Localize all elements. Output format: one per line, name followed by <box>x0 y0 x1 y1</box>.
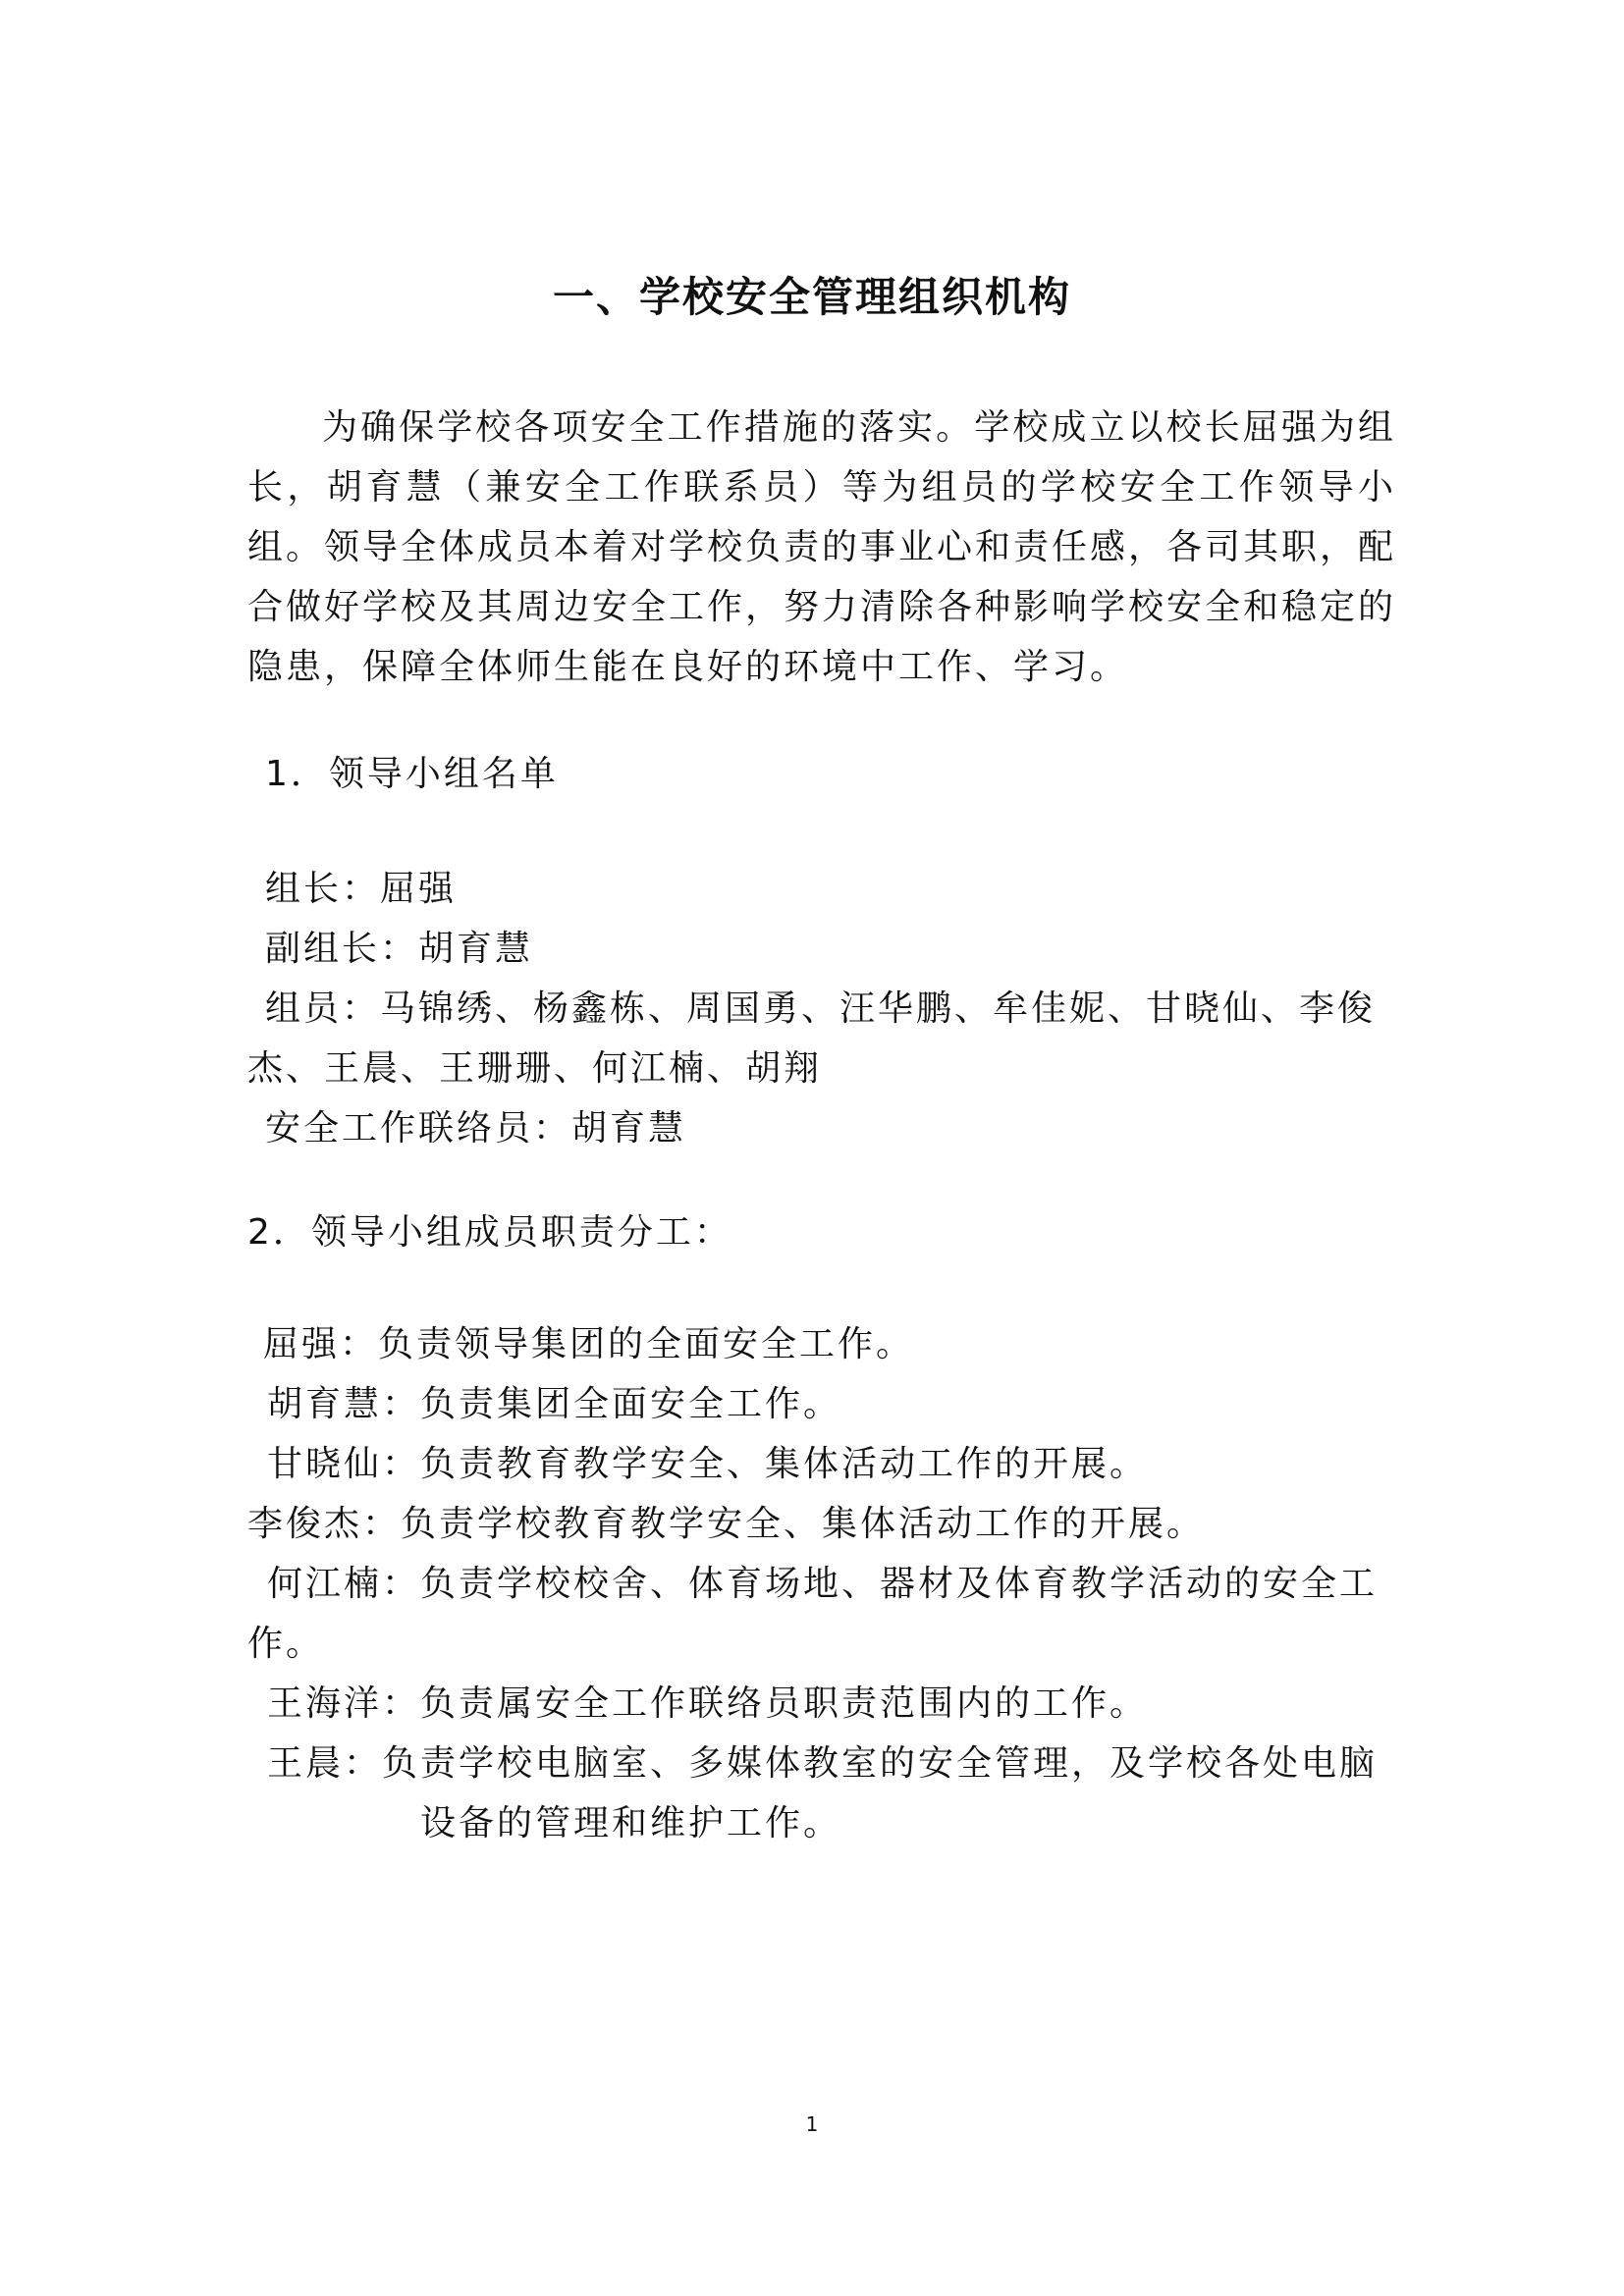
section-1-heading: 1．领导小组名单 <box>265 754 559 794</box>
duty-line-5-continued: 作。 <box>247 1624 325 1664</box>
members-line-1: 组员：马锦绣、杨鑫栋、周国勇、汪华鹏、牟佳妮、甘晓仙、李俊 <box>265 988 1377 1029</box>
group-leader-line: 组长：屈强 <box>265 869 458 909</box>
page-number: 1 <box>805 2112 819 2136</box>
page-title: 一、学校安全管理组织机构 <box>552 273 1071 321</box>
duty-line-7-continued: 设备的管理和维护工作。 <box>420 1803 842 1843</box>
section-2-heading: 2．领导小组成员职责分工： <box>247 1212 732 1253</box>
duty-line-3: 甘晓仙：负责教育教学安全、集体活动工作的开展。 <box>267 1444 1149 1484</box>
duty-line-4: 李俊杰：负责学校教育教学安全、集体活动工作的开展。 <box>247 1504 1206 1544</box>
duty-line-6: 王海洋：负责属安全工作联络员职责范围内的工作。 <box>267 1683 1149 1724</box>
intro-paragraph: 为确保学校各项安全工作措施的落实。学校成立以校长屈强为组长，胡育慧（兼安全工作联系员）等为组员的学校安全工作领导小组。领导全体成员本着对学校负责的事业心和责任感，各司其职，配合做好学校及其周边安全工作，努力清除各种影响学校安全和稳定的隐患，保障全体师生能在良好的环境中工作、学习。 <box>247 407 1397 687</box>
duty-line-5: 何江楠：负责学校校舍、体育场地、器材及体育教学活动的安全工 <box>267 1564 1379 1604</box>
deputy-leader-line: 副组长：胡育慧 <box>265 929 534 969</box>
liaison-line: 安全工作联络员：胡育慧 <box>265 1108 687 1148</box>
duty-line-1: 屈强：负责领导集团的全面安全工作。 <box>263 1324 915 1364</box>
members-line-2: 杰、王晨、王珊珊、何江楠、胡翔 <box>247 1048 823 1089</box>
duty-line-2: 胡育慧：负责集团全面安全工作。 <box>267 1384 842 1424</box>
duty-line-7: 王晨：负责学校电脑室、多媒体教室的安全管理，及学校各处电脑 <box>267 1743 1379 1784</box>
